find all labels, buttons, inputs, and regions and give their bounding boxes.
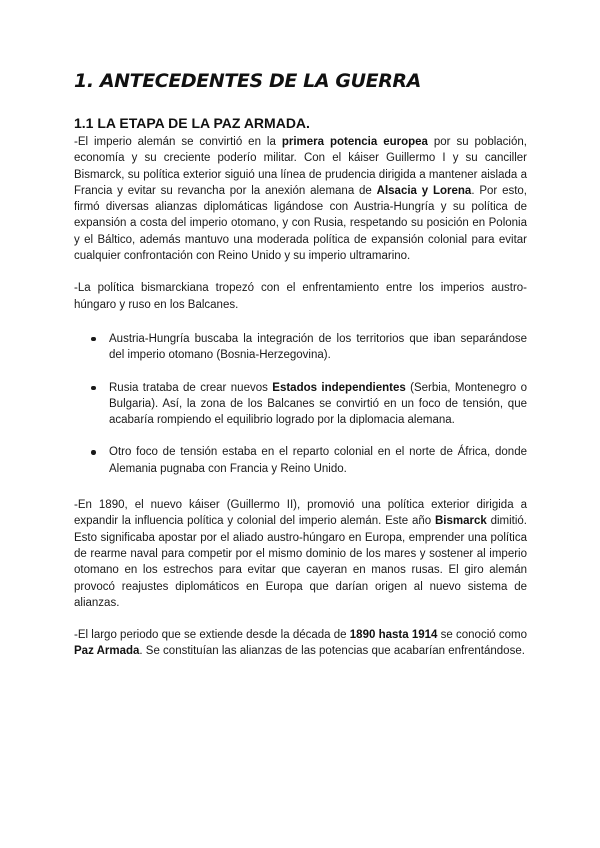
- text-run: -En 1890, el nuevo káiser (Guillermo II), promovió una política exterior dirigida a expandir la influencia política y colonial del imperio alemán. Este año: [74, 499, 527, 528]
- bullet-icon: [91, 450, 96, 455]
- text-run: se conoció como: [437, 629, 527, 642]
- bullet-list: [74, 331, 527, 477]
- bold-run: Estados independientes: [272, 381, 406, 394]
- bold-run: 1890 hasta 1914: [349, 629, 438, 642]
- list-item: [74, 331, 527, 364]
- page-title: 1. ANTECEDENTES DE LA GUERRA: [74, 70, 421, 92]
- bold-run: Alsacia y Lorena: [376, 184, 472, 197]
- bullet-icon: [91, 337, 96, 342]
- list-item-text: Austria-Hungría buscaba la integración de los territorios que iban separándose del imperio otomano (Bosnia-Herzegovina).: [109, 332, 527, 362]
- paragraph-4: [74, 627, 527, 660]
- text-run: -El imperio alemán se convirtió en la: [74, 136, 282, 148]
- text-run: . Se constituían las alianzas de las potencias que acabarían enfrentándose.: [139, 645, 525, 658]
- document-body: [74, 134, 527, 660]
- text-run: -El largo periodo que se extiende desde la década de: [74, 629, 350, 642]
- paragraph-1: [74, 134, 527, 264]
- bullet-icon: [91, 386, 96, 391]
- section-title: 1.1 LA ETAPA DE LA PAZ ARMADA.: [74, 115, 310, 131]
- text-run: dimitió. Esto significaba apostar por el aliado austro-húngaro en Europa, emprender una política de rearme naval para competir por el mismo dominio de los mares y sostener al imperio otomano en los estrechos para evitar que cayeran en manos rusas. El giro alemán provocó reajustes diplomáticos en Europa que darían origen al nuevo sistema de alianzas.: [74, 515, 527, 609]
- bold-run: primera potencia europea: [281, 136, 428, 148]
- text-run: . Por esto, firmó diversas alianzas diplomáticas ligándose con Austria-Hungría y su política de expansión a costa del imperio otomano, y con Rusia, respetando su posición en Polonia y el Báltico, además mantuvo una moderada política de expansión colonial para evitar cualquier confrontación con Reino Unido y su imperio ultramarino.: [74, 184, 527, 263]
- text-run: por su población, economía y su creciente poderío militar. Con el káiser Guillermo I y su canciller Bismarck, su política exterior siguió una línea de prudencia dirigida a mantener aislada a Francia y evitar su revancha por la anexión alemana de: [74, 136, 527, 197]
- bold-run: Paz Armada: [74, 645, 140, 658]
- list-item: [74, 444, 527, 477]
- text-run: (Serbia, Montenegro o Bulgaria). Así, la zona de los Balcanes se convirtió en un foco de tensión, que acabaría rompiendo el equilibrio logrado por la diplomacia alemana.: [109, 381, 527, 427]
- list-item: [74, 380, 527, 429]
- bold-run: Bismarck: [434, 515, 487, 528]
- paragraph-3: [74, 497, 527, 611]
- paragraph-2: -La política bismarckiana tropezó con el enfrentamiento entre los imperios austro-húngaro y ruso en los Balcanes.: [74, 282, 527, 311]
- list-item-text: Otro foco de tensión estaba en el reparto colonial en el norte de África, donde Alemania pugnaba con Francia y Reino Unido.: [109, 446, 527, 475]
- text-run: Rusia trataba de crear nuevos: [109, 381, 273, 394]
